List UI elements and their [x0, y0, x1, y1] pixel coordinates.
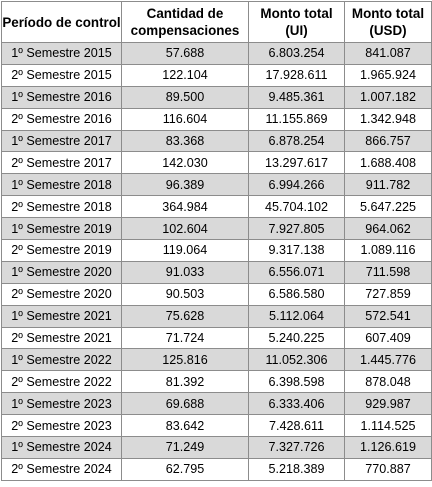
cell-cantidad[interactable]: 91.033	[122, 261, 249, 283]
table-row	[2, 349, 432, 371]
table-row	[2, 152, 432, 174]
cell-monto-ui[interactable]: 6.803.254	[249, 43, 345, 65]
cell-monto-ui[interactable]: 5.218.389	[249, 458, 345, 480]
cell-monto-usd[interactable]: 607.409	[345, 327, 432, 349]
cell-monto-usd[interactable]: 1.342.948	[345, 108, 432, 130]
header-periodo[interactable]: Período de control	[2, 2, 122, 43]
cell-periodo[interactable]: 1º Semestre 2022	[2, 349, 122, 371]
cell-cantidad[interactable]: 57.688	[122, 43, 249, 65]
table-row	[2, 327, 432, 349]
cell-periodo[interactable]: 1º Semestre 2015	[2, 43, 122, 65]
cell-periodo[interactable]: 1º Semestre 2021	[2, 305, 122, 327]
cell-monto-ui[interactable]: 6.398.598	[249, 371, 345, 393]
cell-periodo[interactable]: 2º Semestre 2022	[2, 371, 122, 393]
table-row	[2, 86, 432, 108]
cell-periodo[interactable]: 2º Semestre 2019	[2, 240, 122, 262]
cell-periodo[interactable]: 1º Semestre 2024	[2, 437, 122, 459]
cell-periodo[interactable]: 2º Semestre 2021	[2, 327, 122, 349]
cell-monto-usd[interactable]: 770.887	[345, 458, 432, 480]
cell-monto-usd[interactable]: 866.757	[345, 130, 432, 152]
cell-monto-ui[interactable]: 6.333.406	[249, 393, 345, 415]
cell-cantidad[interactable]: 116.604	[122, 108, 249, 130]
table-row	[2, 218, 432, 240]
table-row	[2, 371, 432, 393]
cell-monto-usd[interactable]: 5.647.225	[345, 196, 432, 218]
cell-monto-usd[interactable]: 929.987	[345, 393, 432, 415]
cell-monto-ui[interactable]: 6.556.071	[249, 261, 345, 283]
cell-periodo[interactable]: 1º Semestre 2018	[2, 174, 122, 196]
cell-periodo[interactable]: 2º Semestre 2017	[2, 152, 122, 174]
cell-monto-usd[interactable]: 1.089.116	[345, 240, 432, 262]
cell-monto-usd[interactable]: 1.114.525	[345, 415, 432, 437]
table-row	[2, 415, 432, 437]
cell-cantidad[interactable]: 69.688	[122, 393, 249, 415]
cell-monto-usd[interactable]: 1.007.182	[345, 86, 432, 108]
cell-periodo[interactable]: 2º Semestre 2015	[2, 64, 122, 86]
cell-periodo[interactable]: 1º Semestre 2019	[2, 218, 122, 240]
table-row	[2, 283, 432, 305]
cell-periodo[interactable]: 2º Semestre 2016	[2, 108, 122, 130]
cell-monto-usd[interactable]: 1.688.408	[345, 152, 432, 174]
cell-cantidad[interactable]: 62.795	[122, 458, 249, 480]
compensations-table	[1, 1, 432, 481]
cell-monto-usd[interactable]: 572.541	[345, 305, 432, 327]
cell-monto-ui[interactable]: 7.327.726	[249, 437, 345, 459]
cell-monto-ui[interactable]: 5.112.064	[249, 305, 345, 327]
cell-monto-ui[interactable]: 7.428.611	[249, 415, 345, 437]
cell-monto-usd[interactable]: 964.062	[345, 218, 432, 240]
header-monto-usd[interactable]: Monto total (USD)	[345, 2, 432, 43]
cell-monto-ui[interactable]: 7.927.805	[249, 218, 345, 240]
header-monto-ui[interactable]: Monto total (UI)	[249, 2, 345, 43]
cell-periodo[interactable]: 1º Semestre 2017	[2, 130, 122, 152]
cell-monto-usd[interactable]: 711.598	[345, 261, 432, 283]
cell-monto-usd[interactable]: 1.965.924	[345, 64, 432, 86]
table-body	[2, 43, 432, 481]
cell-monto-usd[interactable]: 1.445.776	[345, 349, 432, 371]
table-row	[2, 305, 432, 327]
table-row	[2, 393, 432, 415]
cell-cantidad[interactable]: 125.816	[122, 349, 249, 371]
cell-cantidad[interactable]: 142.030	[122, 152, 249, 174]
cell-monto-usd[interactable]: 1.126.619	[345, 437, 432, 459]
cell-cantidad[interactable]: 75.628	[122, 305, 249, 327]
table-row	[2, 261, 432, 283]
cell-cantidad[interactable]: 119.064	[122, 240, 249, 262]
cell-monto-usd[interactable]: 727.859	[345, 283, 432, 305]
table-header	[2, 2, 432, 43]
cell-monto-usd[interactable]: 911.782	[345, 174, 432, 196]
table-row	[2, 174, 432, 196]
cell-monto-usd[interactable]: 841.087	[345, 43, 432, 65]
cell-cantidad[interactable]: 71.724	[122, 327, 249, 349]
table-row	[2, 43, 432, 65]
cell-monto-ui[interactable]: 45.704.102	[249, 196, 345, 218]
table-row	[2, 196, 432, 218]
spreadsheet	[0, 1, 432, 487]
cell-periodo[interactable]: 2º Semestre 2018	[2, 196, 122, 218]
cell-monto-ui[interactable]: 9.485.361	[249, 86, 345, 108]
cell-periodo[interactable]: 1º Semestre 2023	[2, 393, 122, 415]
cell-monto-usd[interactable]: 878.048	[345, 371, 432, 393]
cell-cantidad[interactable]: 71.249	[122, 437, 249, 459]
table-row	[2, 437, 432, 459]
cell-monto-ui[interactable]: 6.994.266	[249, 174, 345, 196]
table-row	[2, 64, 432, 86]
cell-periodo[interactable]: 2º Semestre 2023	[2, 415, 122, 437]
cell-monto-ui[interactable]: 17.928.611	[249, 64, 345, 86]
header-row	[2, 2, 432, 43]
header-cantidad[interactable]: Cantidad de compensaciones	[122, 2, 249, 43]
cell-cantidad[interactable]: 96.389	[122, 174, 249, 196]
cell-cantidad[interactable]: 83.368	[122, 130, 249, 152]
cell-cantidad[interactable]: 89.500	[122, 86, 249, 108]
cell-periodo[interactable]: 2º Semestre 2024	[2, 458, 122, 480]
cell-periodo[interactable]: 2º Semestre 2020	[2, 283, 122, 305]
cell-cantidad[interactable]: 102.604	[122, 218, 249, 240]
cell-monto-ui[interactable]: 13.297.617	[249, 152, 345, 174]
cell-monto-ui[interactable]: 6.586.580	[249, 283, 345, 305]
cell-cantidad[interactable]: 364.984	[122, 196, 249, 218]
cell-monto-ui[interactable]: 11.052.306	[249, 349, 345, 371]
cell-monto-ui[interactable]: 9.317.138	[249, 240, 345, 262]
table-row	[2, 130, 432, 152]
cell-cantidad[interactable]: 83.642	[122, 415, 249, 437]
table-row	[2, 108, 432, 130]
cell-monto-ui[interactable]: 11.155.869	[249, 108, 345, 130]
cell-cantidad[interactable]: 122.104	[122, 64, 249, 86]
cell-monto-ui[interactable]: 6.878.254	[249, 130, 345, 152]
cell-monto-ui[interactable]: 5.240.225	[249, 327, 345, 349]
cell-periodo[interactable]: 1º Semestre 2016	[2, 86, 122, 108]
cell-cantidad[interactable]: 81.392	[122, 371, 249, 393]
table-row	[2, 240, 432, 262]
table-row	[2, 458, 432, 480]
cell-cantidad[interactable]: 90.503	[122, 283, 249, 305]
cell-periodo[interactable]: 1º Semestre 2020	[2, 261, 122, 283]
